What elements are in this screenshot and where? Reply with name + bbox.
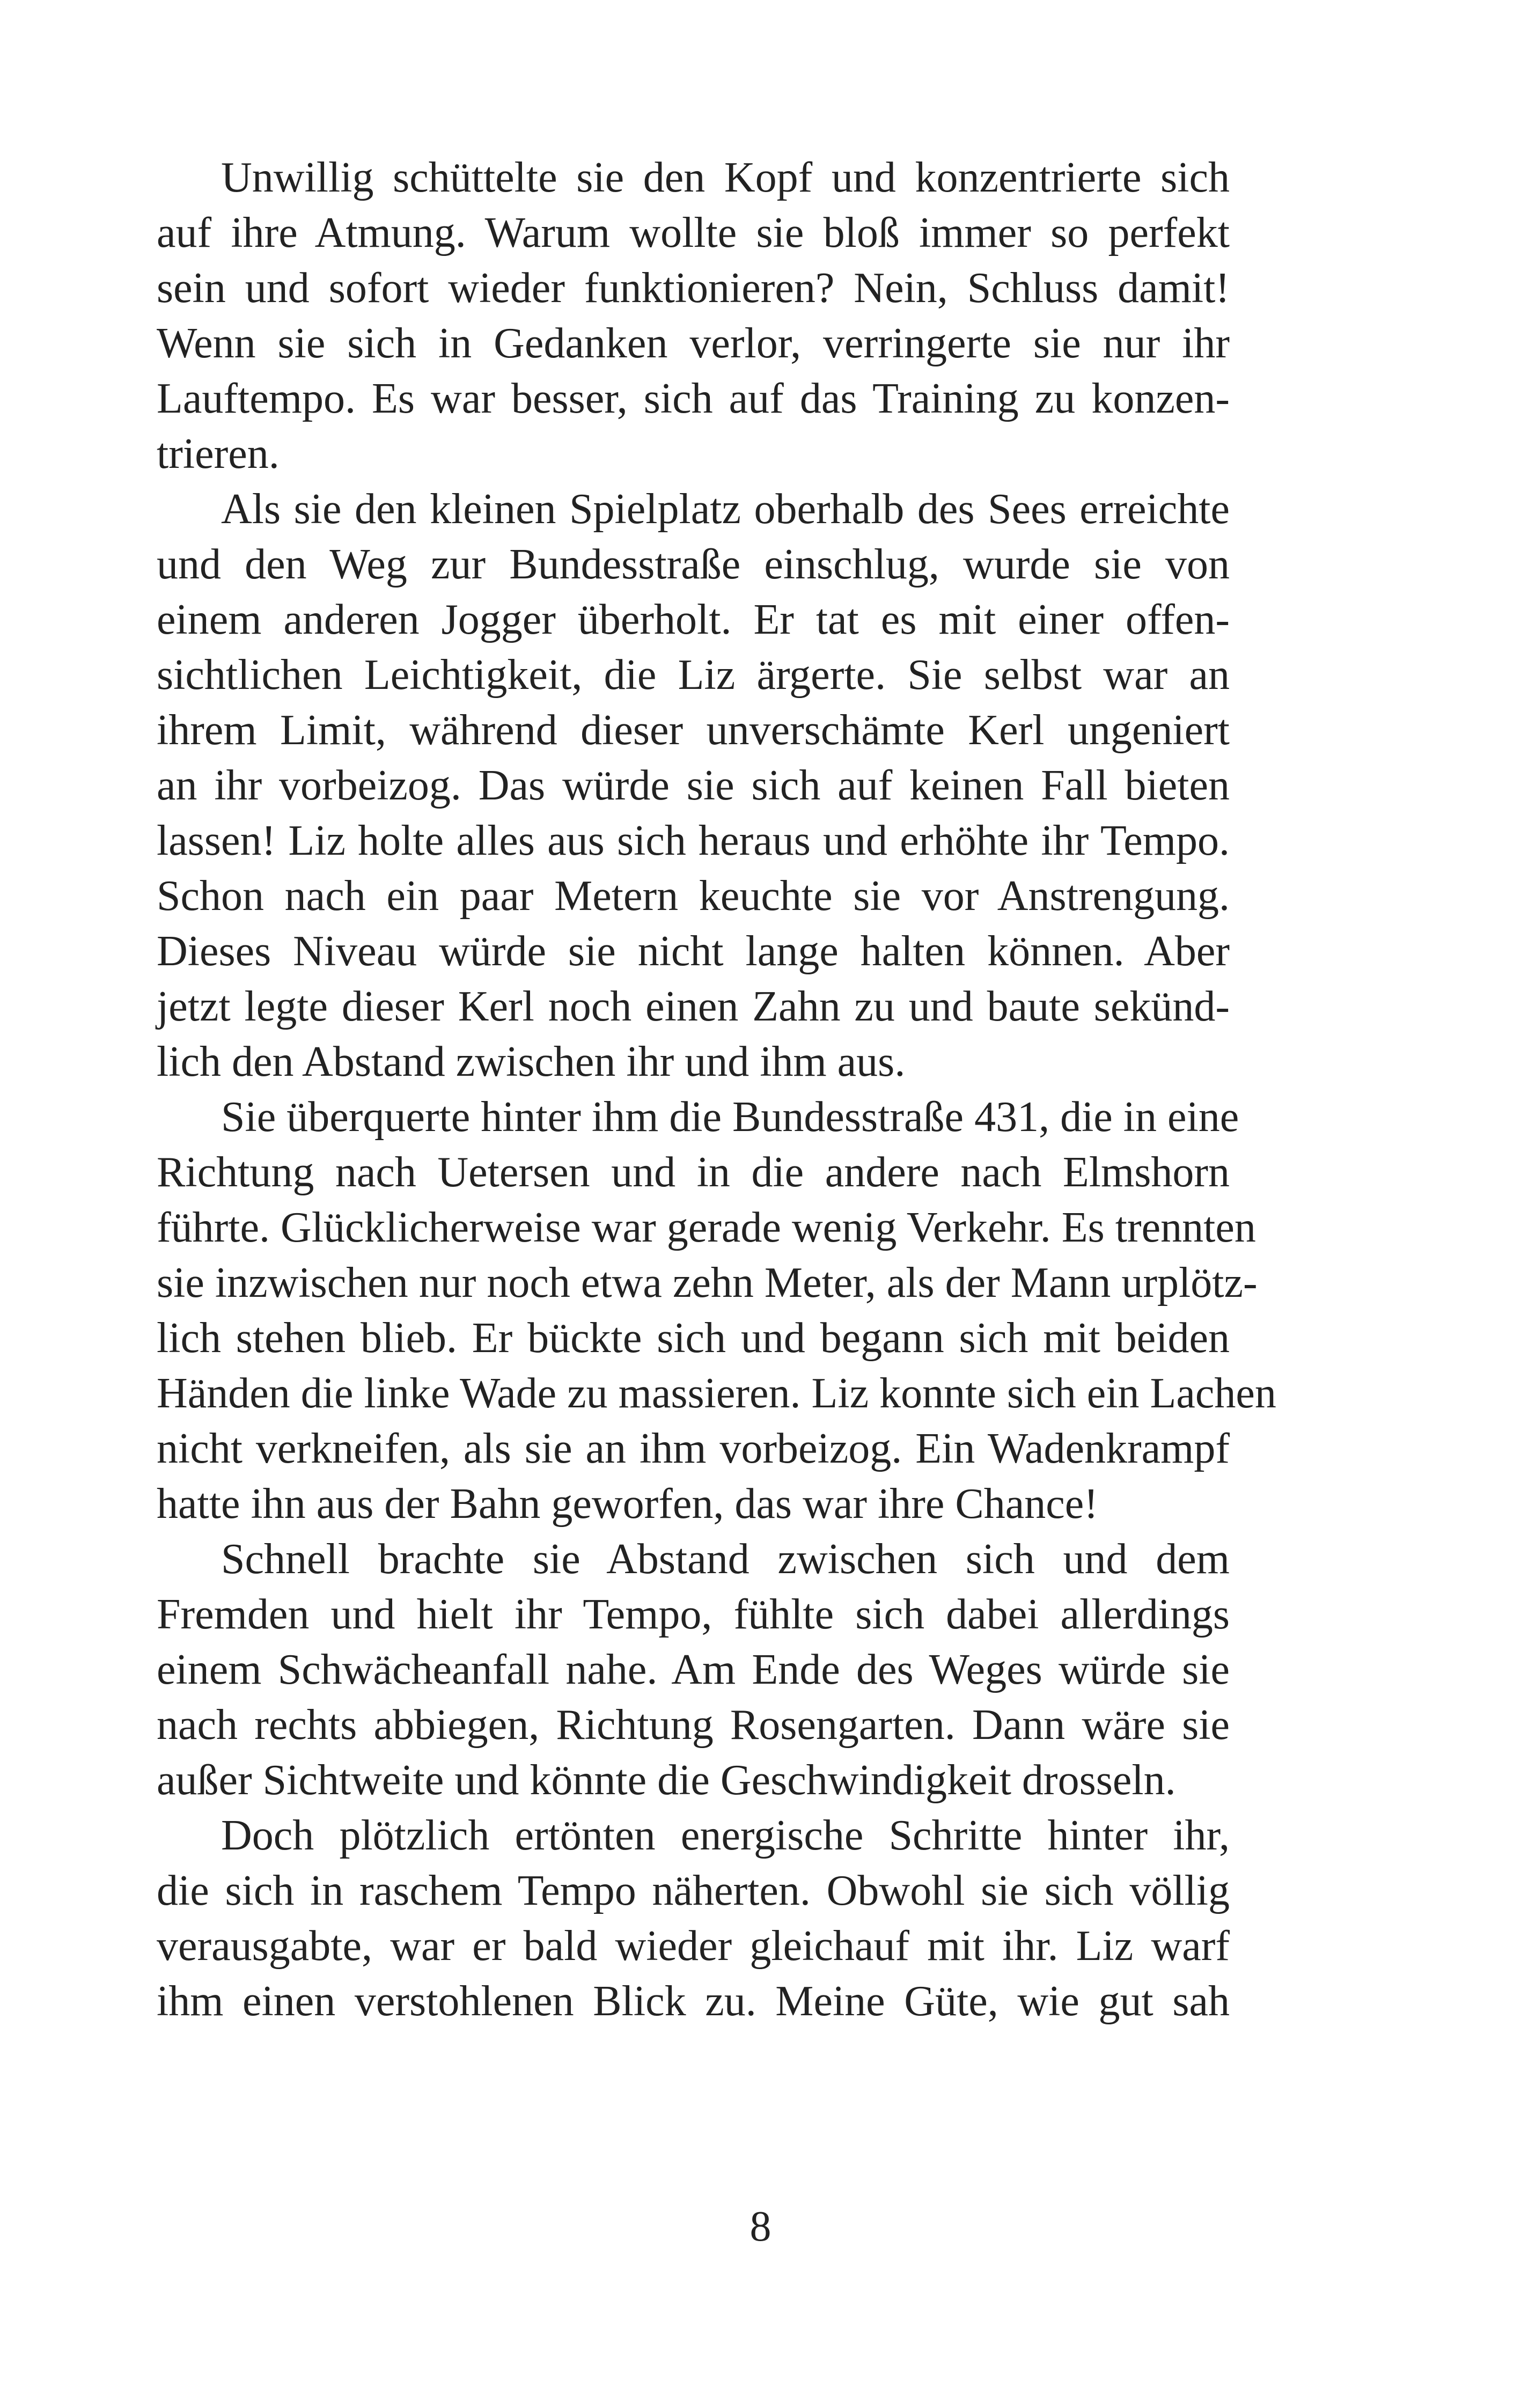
text-line: verausgabte, war er bald wieder gleichauf mit ihr. Liz warf [157, 1922, 1230, 1970]
text-line: jetzt legte dieser Kerl noch einen Zahn zu und baute sekünd- [157, 983, 1230, 1030]
text-line: und den Weg zur Bundesstraße einschlug, wurde sie von [157, 541, 1230, 588]
text-line: die sich in raschem Tempo näherten. Obwohl sie sich völlig [157, 1867, 1230, 1914]
text-line: Richtung nach Uetersen und in die andere nach Elmshorn [157, 1149, 1230, 1196]
text-line: trieren. [157, 430, 280, 478]
text-line: Unwillig schüttelte sie den Kopf und konzentrierte sich [221, 154, 1230, 201]
text-line: ihrem Limit, während dieser unverschämte Kerl ungeniert [157, 707, 1230, 754]
text-line: Sie überquerte hinter ihm die Bundesstraße 431, die in eine [221, 1093, 1239, 1141]
text-line: lassen! Liz holte alles aus sich heraus und erhöhte ihr Tempo. [157, 817, 1230, 864]
text-line: Wenn sie sich in Gedanken verlor, verringerte sie nur ihr [157, 320, 1230, 367]
text-line: an ihr vorbeizog. Das würde sie sich auf keinen Fall bieten [157, 762, 1230, 809]
text-line: nicht verkneifen, als sie an ihm vorbeizog. Ein Wadenkrampf [157, 1425, 1230, 1472]
text-line: einem anderen Jogger überholt. Er tat es mit einer offen- [157, 596, 1230, 643]
text-line: lich den Abstand zwischen ihr und ihm aus. [157, 1038, 906, 1085]
body-text [157, 150, 1276, 2029]
text-line: führte. Glücklicherweise war gerade wenig Verkehr. Es trennten [157, 1204, 1256, 1251]
text-line: Doch plötzlich ertönten energische Schritte hinter ihr, [221, 1812, 1230, 1859]
text-line: außer Sichtweite und könnte die Geschwindigkeit drosseln. [157, 1757, 1176, 1804]
text-line: ihm einen verstohlenen Blick zu. Meine Güte, wie gut sah [157, 1978, 1230, 2025]
text-line: lich stehen blieb. Er bückte sich und begann sich mit beiden [157, 1315, 1230, 1362]
text-line: Als sie den kleinen Spielplatz oberhalb des Sees erreichte [221, 486, 1230, 533]
text-line: sichtlichen Leichtigkeit, die Liz ärgerte. Sie selbst war an [157, 651, 1230, 699]
text-line: Händen die linke Wade zu massieren. Liz konnte sich ein Lachen [157, 1370, 1276, 1417]
text-line: sie inzwischen nur noch etwa zehn Meter, als der Mann urplötz- [157, 1259, 1258, 1306]
text-line: Schon nach ein paar Metern keuchte sie vor Anstrengung. [157, 872, 1230, 920]
text-line: hatte ihn aus der Bahn geworfen, das war ihre Chance! [157, 1480, 1098, 1528]
text-line: einem Schwächeanfall nahe. Am Ende des Weges würde sie [157, 1646, 1230, 1693]
page-number: 8 [750, 2203, 771, 2250]
text-line: Fremden und hielt ihr Tempo, fühlte sich dabei allerdings [157, 1591, 1230, 1638]
text-line: sein und sofort wieder funktionieren? Nein, Schluss damit! [157, 265, 1230, 312]
text-line: Dieses Niveau würde sie nicht lange halten können. Aber [157, 928, 1230, 975]
text-line: nach rechts abbiegen, Richtung Rosengarten. Dann wäre sie [157, 1701, 1230, 1749]
text-line: auf ihre Atmung. Warum wollte sie bloß immer so perfekt [157, 209, 1230, 256]
text-line: Schnell brachte sie Abstand zwischen sich und dem [221, 1536, 1230, 1583]
text-line: Lauftempo. Es war besser, sich auf das Training zu konzen- [157, 375, 1230, 422]
